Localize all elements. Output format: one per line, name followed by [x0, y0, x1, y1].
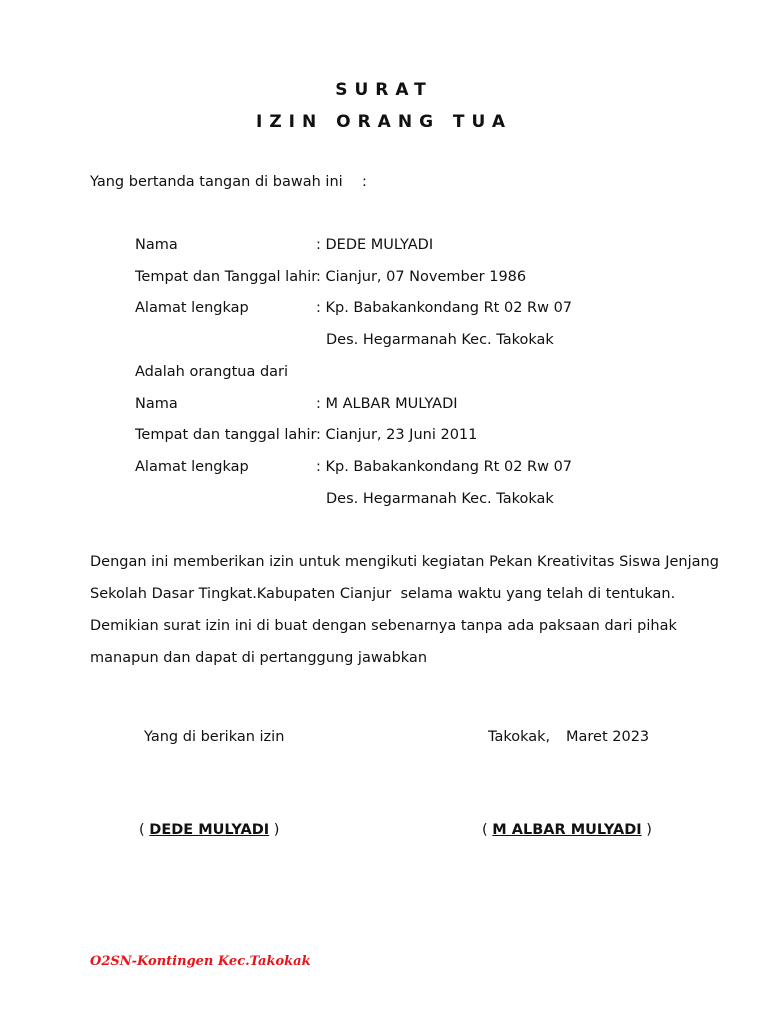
paren-open: ( — [482, 822, 493, 838]
child-name-value: : M ALBAR MULYADI — [316, 396, 458, 412]
parent-address-label: Alamat lengkap — [135, 300, 249, 316]
paren-close: ) — [641, 822, 652, 838]
signature-date: Maret 2023 — [566, 729, 650, 745]
intro-colon: : — [362, 174, 367, 190]
signature-left-name-block — [139, 822, 279, 838]
title-line-2: IZIN ORANG TUA — [256, 112, 512, 132]
body-p2-line2: manapun dan dapat di pertanggung jawabkan — [90, 650, 428, 666]
paren-open: ( — [139, 822, 150, 838]
child-birth-value: : Cianjur, 23 Juni 2011 — [316, 427, 478, 443]
parent-birth-value: : Cianjur, 07 November 1986 — [316, 269, 527, 285]
parent-address-value: : Kp. Babakankondang Rt 02 Rw 07 — [316, 300, 573, 316]
body-p2-line1: Demikian surat izin ini di buat dengan sebenarnya tanpa ada paksaan dari pihak — [90, 618, 677, 634]
body-p1-line1: Dengan ini memberikan izin untuk mengikuti kegiatan Pekan Kreativitas Siswa Jenjang — [90, 554, 719, 570]
child-address-label: Alamat lengkap — [135, 459, 249, 475]
parent-birth-label: Tempat dan Tanggal lahir — [135, 269, 318, 285]
paren-close: ) — [269, 822, 280, 838]
body-p1-line2: Sekolah Dasar Tingkat.Kabupaten Cianjur selama waktu yang telah di tentukan. — [90, 586, 676, 602]
child-address-value: : Kp. Babakankondang Rt 02 Rw 07 — [316, 459, 573, 475]
signature-left-name: DEDE MULYADI — [149, 822, 270, 838]
child-name-label: Nama — [135, 396, 178, 412]
footer-note: O2SN-Kontingen Kec.Takokak — [90, 954, 311, 969]
signature-right-name-block — [482, 822, 652, 838]
title-line-1: SURAT — [335, 80, 433, 100]
signature-right-name: M ALBAR MULYADI — [492, 822, 642, 838]
child-address-value-2: Des. Hegarmanah Kec. Takokak — [326, 491, 554, 507]
child-heading: Adalah orangtua dari — [135, 364, 289, 380]
intro-text: Yang bertanda tangan di bawah ini — [90, 174, 343, 190]
signature-left-heading: Yang di berikan izin — [144, 729, 285, 745]
parent-address-value-2: Des. Hegarmanah Kec. Takokak — [326, 332, 554, 348]
parent-name-label: Nama — [135, 237, 178, 253]
parent-name-value: : DEDE MULYADI — [316, 237, 434, 253]
signature-place: Takokak, — [488, 729, 551, 745]
child-birth-label: Tempat dan tanggal lahir — [135, 427, 317, 443]
